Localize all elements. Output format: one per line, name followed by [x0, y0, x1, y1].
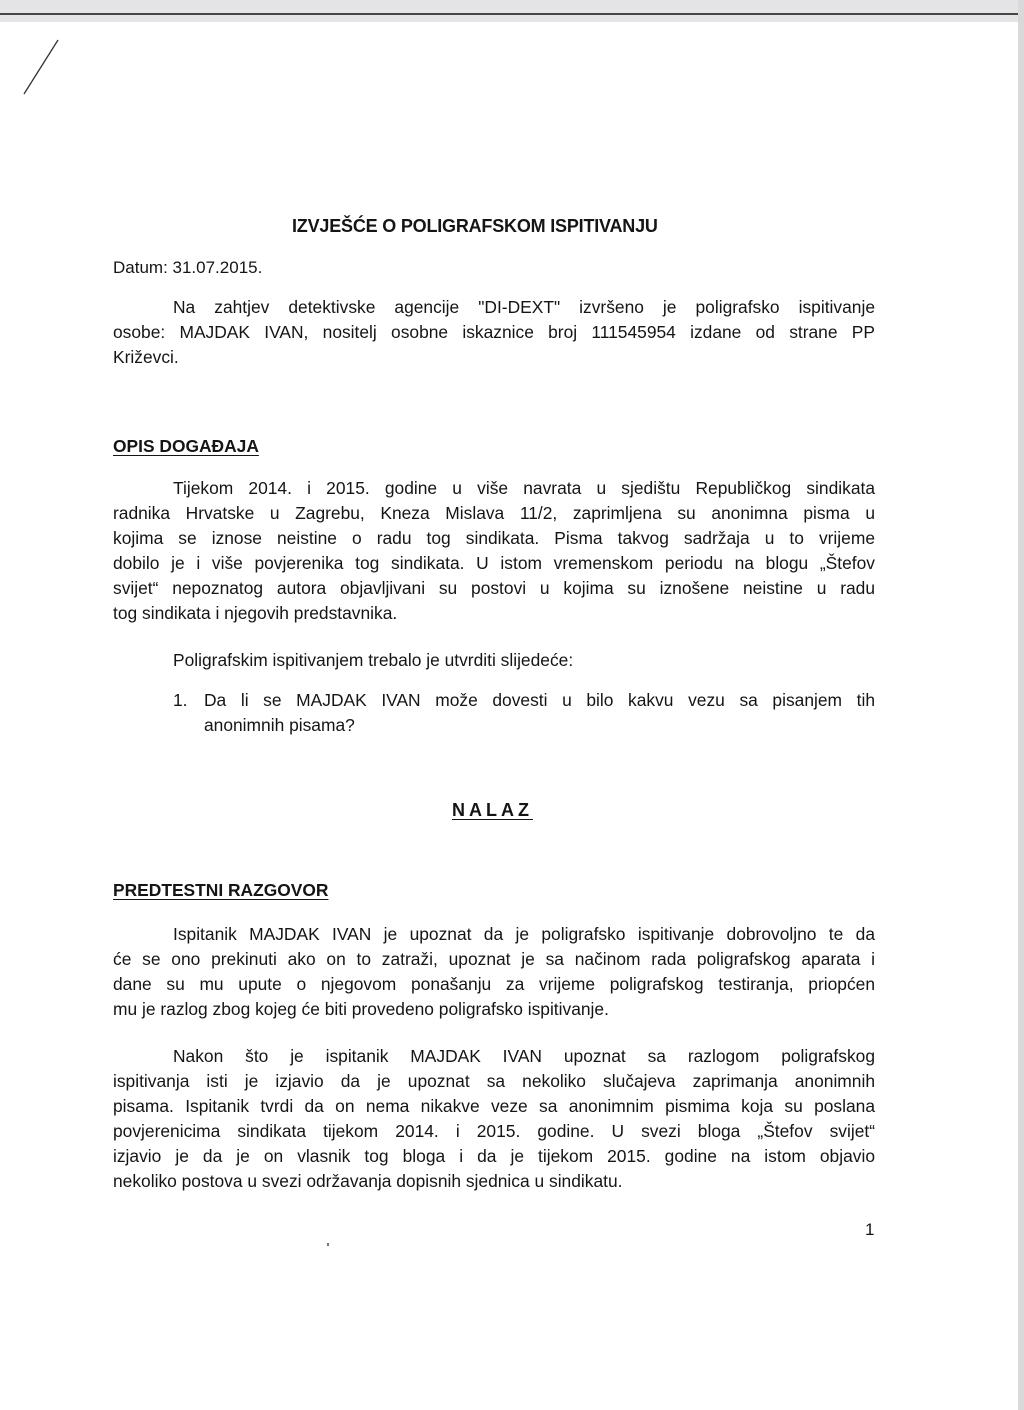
opis-line: Tijekom 2014. i 2015. godine u više navrata u sjedištu Republičkog sindikata	[173, 478, 875, 498]
page-number: 1	[865, 1220, 875, 1239]
razgovor-line: dane su mu upute o njegovom ponašanju za vrijeme poligrafskog testiranja, priopćen	[113, 974, 875, 994]
razgovor-line: povjerenicima sindikata tijekom 2014. i 2015. godine. U svezi bloga „Štefov svijet“	[113, 1121, 875, 1141]
pen-stroke-mark	[18, 36, 66, 100]
document-title: IZVJEŠĆE O POLIGRAFSKOM ISPITIVANJU	[292, 216, 658, 236]
scan-right-edge	[1018, 0, 1024, 1410]
document-date: Datum: 31.07.2015.	[113, 258, 263, 277]
opis-line: dobilo je i više povjerenika tog sindikata. U istom vremenskom periodu na blogu „Štefov	[113, 553, 875, 573]
section-heading-razgovor: PREDTESTNI RAZGOVOR	[113, 880, 329, 900]
scan-edge-line	[0, 13, 1024, 15]
question-line: Da li se MAJDAK IVAN može dovesti u bilo kakvu vezu sa pisanjem tih	[204, 690, 875, 710]
razgovor-line: Nakon što je ispitanik MAJDAK IVAN upoznat sa razlogom poligrafskog	[173, 1046, 875, 1066]
scan-speck	[327, 1243, 329, 1246]
intro-line: Na zahtjev detektivske agencije "DI-DEXT" izvršeno je poligrafsko ispitivanje	[173, 297, 875, 317]
question-line: anonimnih pisama?	[204, 715, 355, 735]
razgovor-line: mu je razlog zbog kojeg će biti provedeno poligrafsko ispitivanje.	[113, 999, 609, 1019]
razgovor-paragraph-2	[113, 1044, 875, 1194]
question-number: 1.	[173, 690, 188, 710]
razgovor-line: ispitivanja isti je izjavio da je upoznat sa nekoliko slučajeva zaprimanja anonimnih	[113, 1071, 875, 1091]
razgovor-line: izjavio je da je on vlasnik tog bloga i da je tijekom 2015. godine na istom objavio	[113, 1146, 875, 1166]
opis-line: svijet“ nepoznatog autora objavljivani su postovi u kojima su iznošene neistine u radu	[113, 578, 875, 598]
section-heading-opis: OPIS DOGAĐAJA	[113, 436, 259, 456]
razgovor-line: nekoliko postova u svezi održavanja dopisnih sjednica u sindikatu.	[113, 1171, 623, 1191]
opis-line: tog sindikata i njegovih predstavnika.	[113, 603, 398, 623]
razgovor-paragraph-1	[113, 922, 875, 1022]
razgovor-line: će se ono prekinuti ako on to zatraži, upoznat je sa načinom rada poligrafskog aparata i	[113, 949, 875, 969]
opis-paragraph-2: Poligrafskim ispitivanjem trebalo je utvrditi slijedeće:	[173, 650, 574, 670]
intro-paragraph	[113, 295, 875, 370]
intro-line: osobe: MAJDAK IVAN, nositelj osobne iskaznice broj 111545954 izdane od strane PP	[113, 322, 875, 342]
opis-line: kojima se iznose neistine o radu tog sindikata. Pisma takvog sadržaja u to vrijeme	[113, 528, 875, 548]
razgovor-line: Ispitanik MAJDAK IVAN je upoznat da je poligrafsko ispitivanje dobrovoljno te da	[173, 924, 875, 944]
scan-top-edge	[0, 0, 1024, 22]
nalaz-heading: NALAZ	[452, 800, 533, 820]
intro-line: Križevci.	[113, 347, 179, 367]
opis-line: radnika Hrvatske u Zagrebu, Kneza Mislava 11/2, zaprimljena su anonimna pisma u	[113, 503, 875, 523]
question-text	[204, 688, 875, 738]
opis-paragraph	[113, 476, 875, 626]
razgovor-line: pisama. Ispitanik tvrdi da on nema nikakve veze sa anonimnim pismima koja su poslana	[113, 1096, 875, 1116]
